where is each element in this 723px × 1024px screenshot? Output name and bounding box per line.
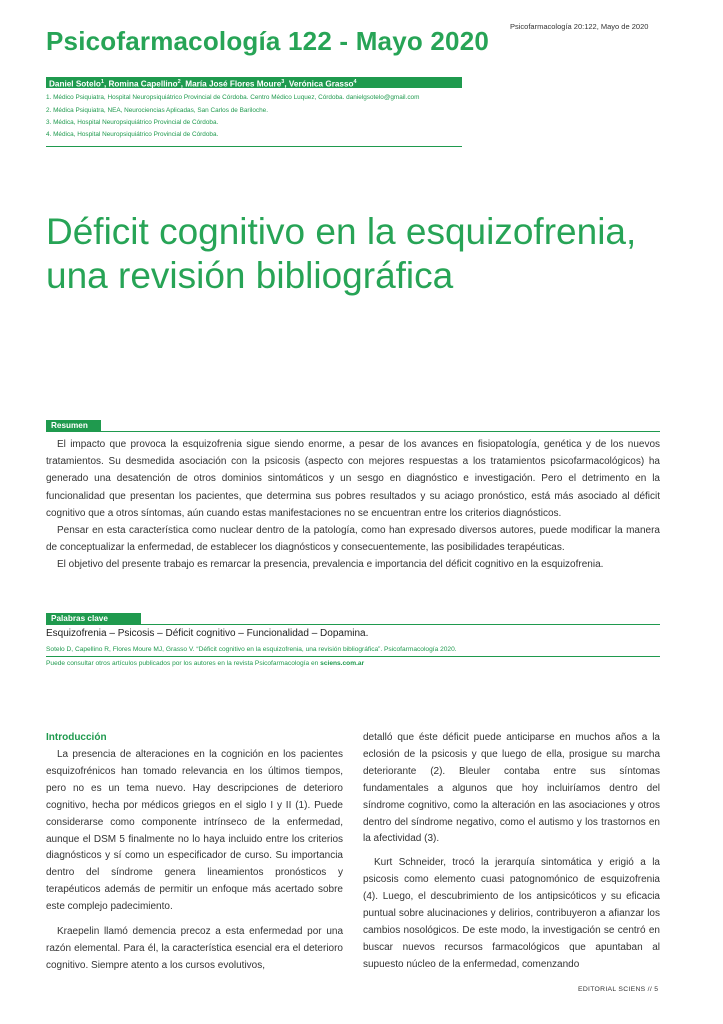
body-paragraph: La presencia de alteraciones en la cognición en los pacientes esquizofrénicos han tomado relevancia en los últimos tiempos, pero no es un tema nuevo. Hay descripciones de deterioro cognitivo, hecha por médicos griegos en el siglo I y II (1). Puede considerarse como componente intrínseco de la enfermedad, aunque el DSM 5 finalmente no lo haya incluido entre los criterios diagnósticos y sí como un especificador de curso. Su importancia dentro del síndrome genera lineamientos pronósticos y terapéuticos además de permitir un enfoque más acertado sobre este complejo padecimiento. (46, 749, 343, 913)
resumen-label: Resumen (46, 420, 101, 431)
author-name: Romina Capellino (108, 79, 178, 89)
citation: Sotelo D, Capellino R, Flores Moure MJ, Grasso V. “Déficit cognitivo en la esquizofrenia, una revisión bibliográfica”. Psicofarmacología 2020. (46, 646, 457, 653)
divider (46, 146, 462, 147)
consult-text: Puede consultar otros artículos publicados por los autores en la revista Psicofarmacología en (46, 660, 321, 667)
authors-bar: Daniel Sotelo$^1$, Romina Capellino$^2$, María José Flores Moure$^3$, Verónica Grasso$^4$ (46, 77, 462, 88)
author-sup: 4 (353, 79, 357, 85)
body-paragraph: Kraepelin llamó demencia precoz a esta enfermedad por una razón elemental. Para él, la característica esencial era el deterioro cognitivo. Siempre atento a los cursos evolutivos, (46, 926, 343, 971)
abstract (46, 436, 660, 574)
section-heading: Introducción (46, 732, 107, 743)
divider (46, 624, 660, 625)
affiliation: 2. Médica Psiquiatra, NEA, Neurociencias Aplicadas, San Carlos de Bariloche. (46, 107, 269, 114)
sciens-link[interactable]: sciens.com.ar (320, 660, 365, 667)
divider (46, 431, 660, 432)
body-column-left (46, 747, 343, 975)
keywords-label: Palabras clave (46, 613, 141, 624)
abstract-paragraph: El objetivo del presente trabajo es remarcar la presencia, prevalencia e importancia del déficit cognitivo en la esquizofrenia. (57, 559, 604, 571)
author-name: Verónica Grasso (288, 79, 354, 89)
author-sup: 1 (100, 79, 104, 85)
journal-reference: Psicofarmacología 20:122, Mayo de 2020 (510, 22, 649, 31)
abstract-paragraph: El impacto que provoca la esquizofrenia sigue siendo enorme, a pesar de los avances en fisiopatología, genética y de los nuevos tratamientos. Su desmedida asociación con la psicosis (aspecto con mejores respuestas a los tratamientos psicofarmacológicos) ha generado una desatención de otros dominios sintomáticos y un sesgo en diagnóstico e investigación. Pero el detrimento en la funcionalidad que presentan los pacientes, que determina sus pobres resultados y su aciago pronóstico, está más asociado al déficit cognitivo que a otros síntomas, aún cuando estas manifestaciones no se encuentran entre los criterios diagnósticos. (46, 439, 660, 519)
journal-title: Psicofarmacología 122 - Mayo 2020 (46, 26, 490, 56)
affiliation: 4. Médica, Hospital Neuropsiquiátrico Provincial de Córdoba. (46, 131, 219, 138)
affiliation: 1. Médico Psiquiatra, Hospital Neuropsiquiátrico Provincial de Córdoba. Centro Médico Luquez, Córdoba. danielgsotelo@gmail.com (46, 94, 420, 101)
body-paragraph: detalló que éste déficit puede anticiparse en muchos años a la eclosión de la psicosis y que luego de ella, prosigue su marcha deteriorante (2). Bleuler contaba entre sus síntomas fundamentales a algunos que hoy incluiríamos dentro del síndrome cognitivo, como la alteración en las asociaciones y otros dentro del síndrome negativo, como el autismo y los trastornos en la afectividad (3). (363, 732, 660, 845)
author-sup: 3 (281, 79, 285, 85)
article-title-line: una revisión bibliográfica (46, 255, 454, 296)
consult-note (46, 660, 364, 667)
keywords: Esquizofrenia – Psicosis – Déficit cognitivo – Funcionalidad – Dopamina. (46, 628, 369, 639)
author-sup: 2 (177, 79, 181, 85)
author-name: Daniel Sotelo (49, 79, 101, 89)
body-paragraph: Kurt Schneider, trocó la jerarquía sintomática y erigió a la psicosis como elemento cuasi patognomónico de esquizofrenia (4). Luego, el descubrimiento de los antipsicóticos y su eficacia puntual sobre alucinaciones y delirios, contribuyeron a afianzar los cambios nosológicos. De este modo, la investigación se centró en buscar nuevos recursos farmacológicos que apuntaban al supuesto núcleo de la enfermedad, comenzando (363, 857, 660, 970)
author-name: María José Flores Moure (185, 79, 282, 89)
article-title-line: Déficit cognitivo en la esquizofrenia, (46, 211, 637, 252)
divider (46, 656, 660, 657)
abstract-paragraph: Pensar en esta característica como nuclear dentro de la patología, como han expresado diversos autores, puede modificar la manera de conceptualizar la enfermedad, de establecer los diagnósticos y consecuentemente, las posibilidades terapéuticas. (46, 525, 660, 554)
article-title (46, 210, 686, 298)
body-column-right (363, 730, 660, 974)
page-footer: EDITORIAL SCIENS // 5 (578, 986, 659, 993)
affiliation: 3. Médica, Hospital Neuropsiquiátrico Provincial de Córdoba. (46, 119, 219, 126)
